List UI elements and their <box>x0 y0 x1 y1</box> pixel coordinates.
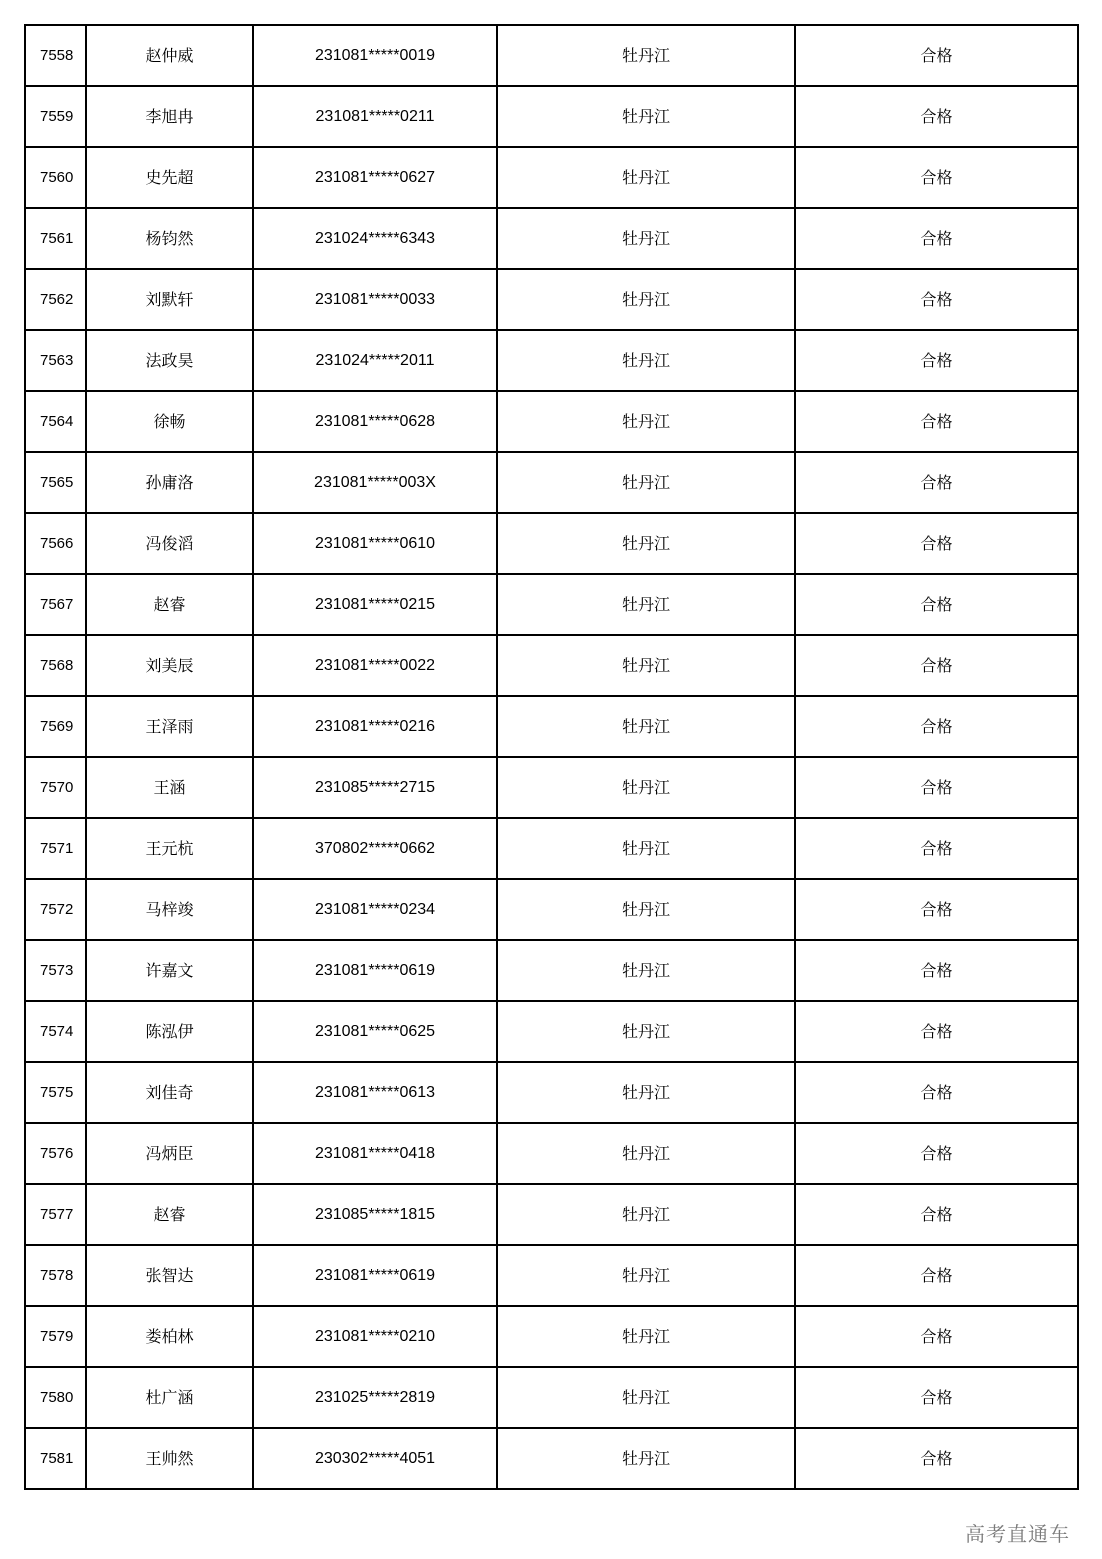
cell-serial-number: 7562 <box>25 269 86 330</box>
table-row <box>25 818 1078 879</box>
cell-result: 合格 <box>795 330 1078 391</box>
cell-result: 合格 <box>795 696 1078 757</box>
cell-result: 合格 <box>795 879 1078 940</box>
cell-result: 合格 <box>795 1428 1078 1489</box>
cell-id-number: 231081*****0216 <box>253 696 497 757</box>
table-row <box>25 1123 1078 1184</box>
cell-city: 牡丹江 <box>497 269 795 330</box>
cell-id-number: 231025*****2819 <box>253 1367 497 1428</box>
cell-result: 合格 <box>795 1367 1078 1428</box>
cell-city: 牡丹江 <box>497 1245 795 1306</box>
cell-id-number: 230302*****4051 <box>253 1428 497 1489</box>
cell-id-number: 231081*****0625 <box>253 1001 497 1062</box>
cell-id-number: 231081*****0610 <box>253 513 497 574</box>
table-body <box>25 25 1078 1489</box>
cell-name: 王泽雨 <box>86 696 253 757</box>
cell-id-number: 231081*****0033 <box>253 269 497 330</box>
table-row <box>25 1062 1078 1123</box>
cell-city: 牡丹江 <box>497 818 795 879</box>
cell-serial-number: 7567 <box>25 574 86 635</box>
cell-name: 赵睿 <box>86 1184 253 1245</box>
table-row <box>25 1306 1078 1367</box>
cell-id-number: 231085*****2715 <box>253 757 497 818</box>
cell-city: 牡丹江 <box>497 1428 795 1489</box>
table-row <box>25 696 1078 757</box>
cell-serial-number: 7568 <box>25 635 86 696</box>
table-row <box>25 452 1078 513</box>
cell-result: 合格 <box>795 1184 1078 1245</box>
cell-city: 牡丹江 <box>497 391 795 452</box>
cell-result: 合格 <box>795 1123 1078 1184</box>
table-row <box>25 1184 1078 1245</box>
cell-id-number: 231081*****0619 <box>253 940 497 1001</box>
cell-city: 牡丹江 <box>497 452 795 513</box>
cell-serial-number: 7563 <box>25 330 86 391</box>
cell-serial-number: 7558 <box>25 25 86 86</box>
cell-name: 马梓竣 <box>86 879 253 940</box>
cell-serial-number: 7560 <box>25 147 86 208</box>
cell-result: 合格 <box>795 391 1078 452</box>
table-row <box>25 574 1078 635</box>
cell-serial-number: 7575 <box>25 1062 86 1123</box>
cell-city: 牡丹江 <box>497 1123 795 1184</box>
table-row <box>25 1245 1078 1306</box>
cell-name: 刘美辰 <box>86 635 253 696</box>
cell-id-number: 231081*****0234 <box>253 879 497 940</box>
results-table <box>24 24 1079 1490</box>
cell-serial-number: 7576 <box>25 1123 86 1184</box>
table-row <box>25 1001 1078 1062</box>
table-row <box>25 879 1078 940</box>
cell-serial-number: 7580 <box>25 1367 86 1428</box>
table-row <box>25 25 1078 86</box>
cell-id-number: 231081*****0627 <box>253 147 497 208</box>
cell-result: 合格 <box>795 757 1078 818</box>
cell-serial-number: 7564 <box>25 391 86 452</box>
cell-result: 合格 <box>795 940 1078 1001</box>
cell-id-number: 231081*****0619 <box>253 1245 497 1306</box>
cell-result: 合格 <box>795 1001 1078 1062</box>
cell-serial-number: 7570 <box>25 757 86 818</box>
cell-serial-number: 7571 <box>25 818 86 879</box>
cell-serial-number: 7574 <box>25 1001 86 1062</box>
cell-name: 刘佳奇 <box>86 1062 253 1123</box>
cell-name: 刘默轩 <box>86 269 253 330</box>
table-row <box>25 86 1078 147</box>
cell-result: 合格 <box>795 818 1078 879</box>
cell-city: 牡丹江 <box>497 330 795 391</box>
cell-id-number: 231081*****0418 <box>253 1123 497 1184</box>
cell-city: 牡丹江 <box>497 574 795 635</box>
cell-name: 许嘉文 <box>86 940 253 1001</box>
cell-id-number: 231024*****2011 <box>253 330 497 391</box>
cell-result: 合格 <box>795 1306 1078 1367</box>
cell-city: 牡丹江 <box>497 879 795 940</box>
cell-city: 牡丹江 <box>497 513 795 574</box>
cell-serial-number: 7561 <box>25 208 86 269</box>
table-row <box>25 1428 1078 1489</box>
cell-result: 合格 <box>795 269 1078 330</box>
cell-serial-number: 7569 <box>25 696 86 757</box>
cell-city: 牡丹江 <box>497 696 795 757</box>
table-row <box>25 208 1078 269</box>
cell-id-number: 231081*****0211 <box>253 86 497 147</box>
table-row <box>25 330 1078 391</box>
cell-serial-number: 7559 <box>25 86 86 147</box>
cell-id-number: 231081*****0022 <box>253 635 497 696</box>
cell-serial-number: 7579 <box>25 1306 86 1367</box>
cell-city: 牡丹江 <box>497 25 795 86</box>
cell-result: 合格 <box>795 635 1078 696</box>
cell-city: 牡丹江 <box>497 1001 795 1062</box>
watermark-text: 高考直通车 <box>961 1516 1074 1549</box>
cell-serial-number: 7578 <box>25 1245 86 1306</box>
cell-city: 牡丹江 <box>497 147 795 208</box>
cell-result: 合格 <box>795 574 1078 635</box>
cell-id-number: 370802*****0662 <box>253 818 497 879</box>
cell-result: 合格 <box>795 1062 1078 1123</box>
cell-result: 合格 <box>795 25 1078 86</box>
cell-name: 王帅然 <box>86 1428 253 1489</box>
cell-name: 史先超 <box>86 147 253 208</box>
cell-city: 牡丹江 <box>497 86 795 147</box>
cell-serial-number: 7565 <box>25 452 86 513</box>
cell-name: 陈泓伊 <box>86 1001 253 1062</box>
cell-name: 赵仲威 <box>86 25 253 86</box>
cell-id-number: 231081*****0613 <box>253 1062 497 1123</box>
cell-city: 牡丹江 <box>497 635 795 696</box>
cell-name: 王元杭 <box>86 818 253 879</box>
table-row <box>25 1367 1078 1428</box>
cell-serial-number: 7581 <box>25 1428 86 1489</box>
cell-city: 牡丹江 <box>497 940 795 1001</box>
cell-result: 合格 <box>795 1245 1078 1306</box>
cell-city: 牡丹江 <box>497 208 795 269</box>
cell-serial-number: 7572 <box>25 879 86 940</box>
cell-city: 牡丹江 <box>497 757 795 818</box>
table-row <box>25 757 1078 818</box>
cell-name: 法政昊 <box>86 330 253 391</box>
table-row <box>25 269 1078 330</box>
cell-name: 赵睿 <box>86 574 253 635</box>
cell-name: 李旭冉 <box>86 86 253 147</box>
cell-result: 合格 <box>795 86 1078 147</box>
cell-name: 冯俊滔 <box>86 513 253 574</box>
cell-id-number: 231081*****003X <box>253 452 497 513</box>
cell-name: 冯炳臣 <box>86 1123 253 1184</box>
table-row <box>25 513 1078 574</box>
cell-serial-number: 7577 <box>25 1184 86 1245</box>
cell-name: 娄柏林 <box>86 1306 253 1367</box>
cell-id-number: 231081*****0215 <box>253 574 497 635</box>
cell-serial-number: 7573 <box>25 940 86 1001</box>
table-row <box>25 391 1078 452</box>
cell-result: 合格 <box>795 147 1078 208</box>
cell-city: 牡丹江 <box>497 1184 795 1245</box>
cell-name: 王涵 <box>86 757 253 818</box>
cell-name: 孙庸洛 <box>86 452 253 513</box>
table-row <box>25 635 1078 696</box>
cell-id-number: 231081*****0628 <box>253 391 497 452</box>
cell-name: 徐畅 <box>86 391 253 452</box>
cell-result: 合格 <box>795 452 1078 513</box>
cell-serial-number: 7566 <box>25 513 86 574</box>
table-row <box>25 940 1078 1001</box>
cell-city: 牡丹江 <box>497 1367 795 1428</box>
cell-id-number: 231081*****0210 <box>253 1306 497 1367</box>
cell-name: 张智达 <box>86 1245 253 1306</box>
cell-result: 合格 <box>795 513 1078 574</box>
cell-name: 杨钧然 <box>86 208 253 269</box>
cell-id-number: 231024*****6343 <box>253 208 497 269</box>
cell-id-number: 231081*****0019 <box>253 25 497 86</box>
cell-result: 合格 <box>795 208 1078 269</box>
cell-city: 牡丹江 <box>497 1062 795 1123</box>
table-row <box>25 147 1078 208</box>
cell-id-number: 231085*****1815 <box>253 1184 497 1245</box>
cell-city: 牡丹江 <box>497 1306 795 1367</box>
cell-name: 杜广涵 <box>86 1367 253 1428</box>
